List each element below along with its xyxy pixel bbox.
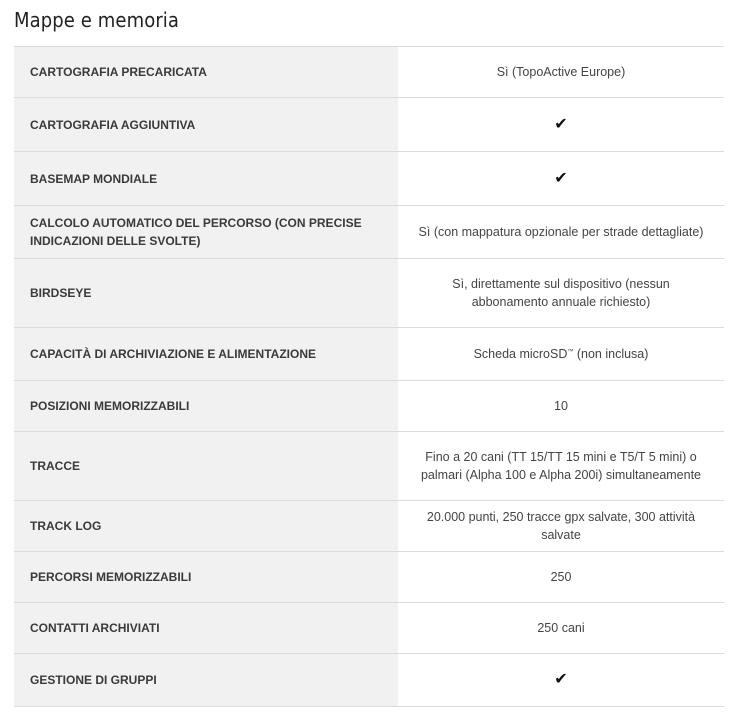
spec-label: GESTIONE DI GRUPPI [14,654,398,707]
spec-row-preloaded-maps [14,47,724,98]
spec-value: 20.000 punti, 250 tracce gpx salvate, 300 attività salvate [398,501,724,552]
storage-value-suffix: (non inclusa) [573,347,649,361]
spec-label: TRACK LOG [14,501,398,552]
checkmark-icon: ✔ [554,671,568,688]
spec-label: BASEMAP MONDIALE [14,152,398,206]
spec-label: CARTOGRAFIA PRECARICATA [14,47,398,98]
spec-row-routes [14,552,724,603]
specs-table [14,46,724,707]
spec-value: 250 [398,552,724,603]
spec-row-birdseye [14,259,724,328]
spec-row-group-management [14,654,724,707]
spec-value: Sì (con mappatura opzionale per strade dettagliate) [398,206,724,259]
spec-label: CAPACITÀ DI ARCHIVIAZIONE E ALIMENTAZIONE [14,328,398,381]
spec-row-storage [14,328,724,381]
spec-row-tracks [14,432,724,501]
checkmark-icon: ✔ [554,169,568,187]
spec-label: CALCOLO AUTOMATICO DEL PERCORSO (CON PRECISE INDICAZIONI DELLE SVOLTE) [14,206,398,259]
spec-row-track-log [14,501,724,552]
spec-value: Sì, direttamente sul dispositivo (nessun abbonamento annuale richiesto) [398,259,724,328]
spec-value: 250 cani [398,603,724,654]
spec-label: PERCORSI MEMORIZZABILI [14,552,398,603]
spec-label: CONTATTI ARCHIVIATI [14,603,398,654]
spec-label: TRACCE [14,432,398,501]
spec-label: BIRDSEYE [14,259,398,328]
trademark-mark: ™ [567,348,574,355]
spec-row-additional-maps [14,98,724,152]
spec-value [398,328,724,381]
checkmark-icon: ✔ [554,115,568,133]
spec-value: Fino a 20 cani (TT 15/TT 15 mini e T5/T 5 mini) o palmari (Alpha 100 e Alpha 200i) simultaneamente [398,432,724,501]
spec-row-basemap [14,152,724,206]
spec-label: CARTOGRAFIA AGGIUNTIVA [14,98,398,152]
spec-value: Sì (TopoActive Europe) [398,47,724,98]
spec-row-waypoints [14,381,724,432]
spec-value: 10 [398,381,724,432]
spec-row-contacts [14,603,724,654]
spec-value [398,98,724,152]
spec-value [398,654,724,707]
section-title: Mappe e memoria [14,8,180,32]
spec-row-auto-routing [14,206,724,259]
storage-value: Scheda microSD [473,347,568,361]
spec-value [398,152,724,206]
spec-label: POSIZIONI MEMORIZZABILI [14,381,398,432]
